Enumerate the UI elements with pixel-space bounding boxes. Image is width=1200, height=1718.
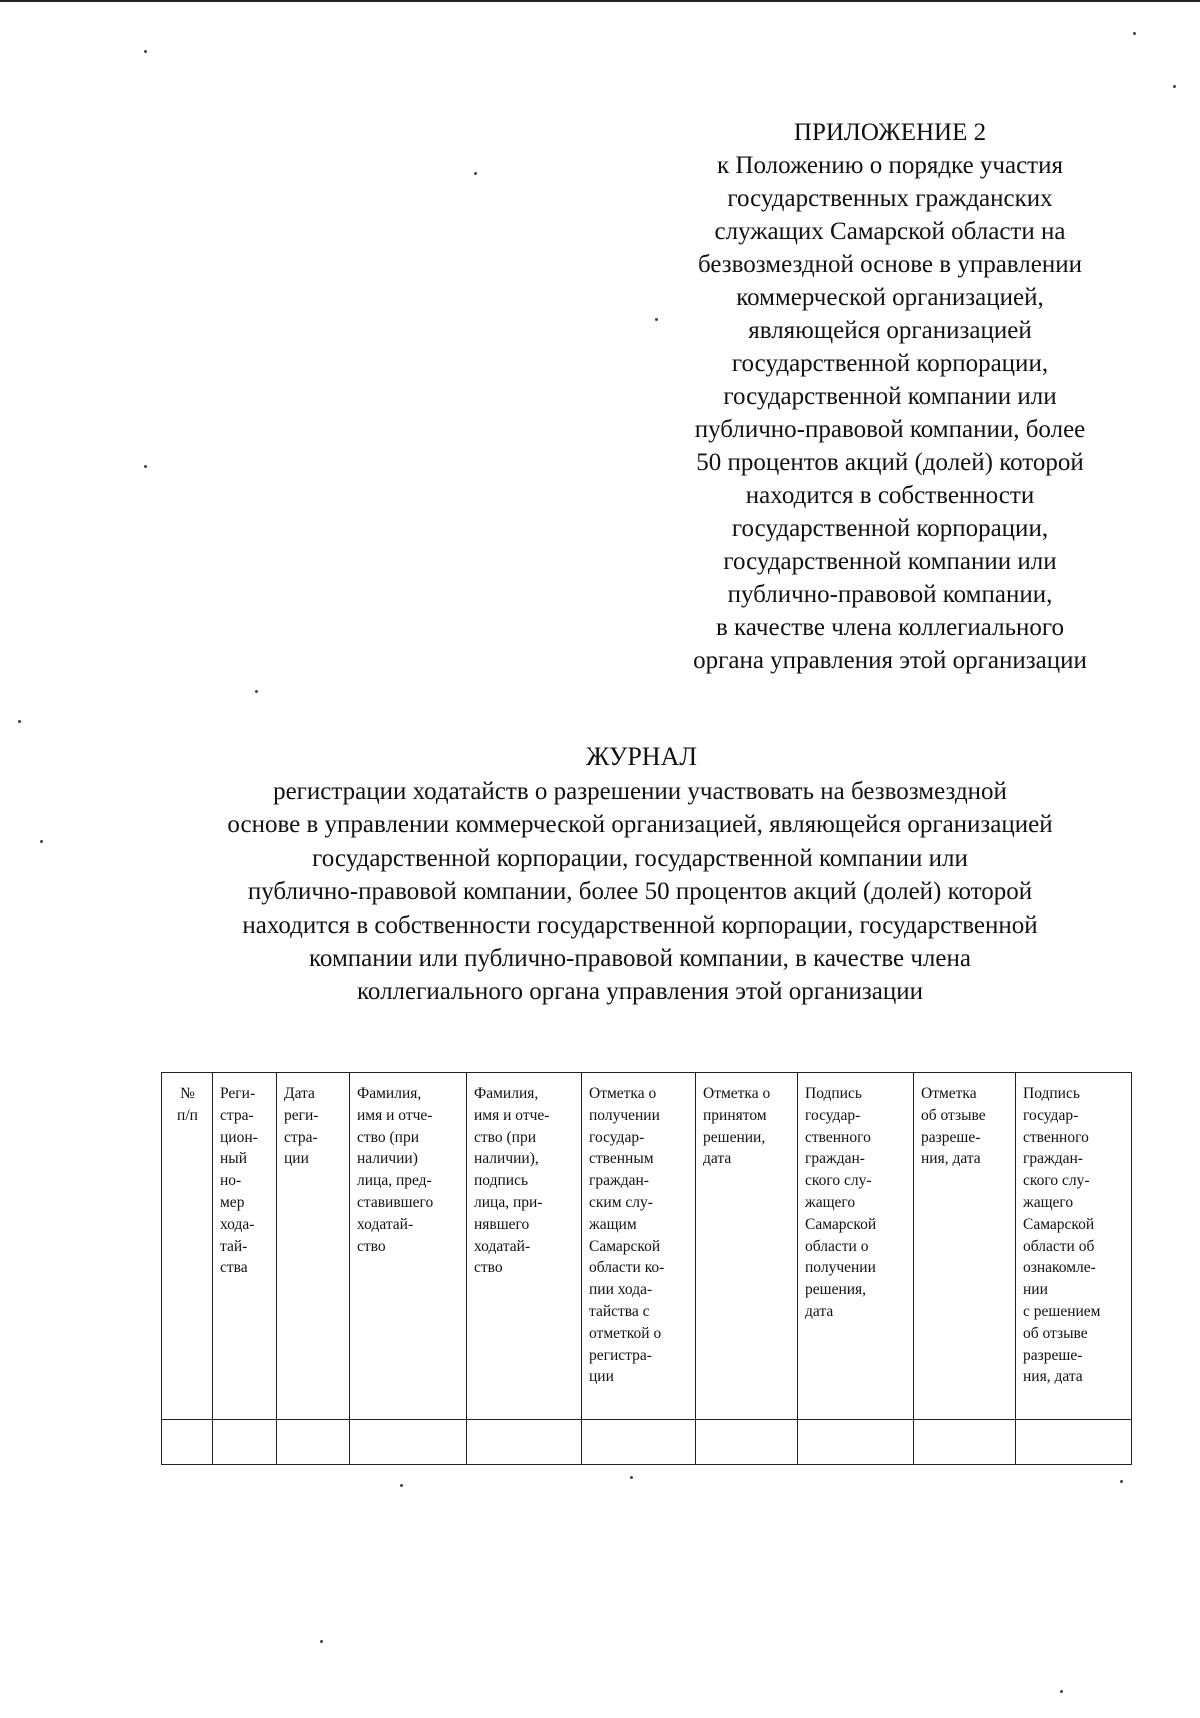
table-cell (1016, 1420, 1132, 1465)
scan-speck (474, 172, 477, 175)
scan-speck (1133, 32, 1136, 35)
table-cell (350, 1420, 467, 1465)
table-cell (914, 1420, 1016, 1465)
appendix-line: служащих Самарской области на (714, 218, 1066, 245)
appendix-line: находится в собственности (745, 482, 1035, 509)
appendix-line: публично-правовой компании, (727, 581, 1053, 608)
scan-speck (1060, 1690, 1063, 1693)
journal-title: ЖУРНАЛ (586, 742, 697, 771)
table-cell (213, 1420, 277, 1465)
registration-journal-table (161, 1072, 1132, 1465)
scan-speck (144, 465, 147, 468)
appendix-line: публично-правовой компании, более (694, 416, 1086, 443)
table-cell (798, 1420, 914, 1465)
scan-speck (144, 50, 147, 53)
journal-subtitle-line: регистрации ходатайств о разрешении участвовать на безвозмездной (273, 778, 1007, 805)
appendix-line: в качестве члена коллегиального (715, 614, 1065, 641)
column-header-number: № п/п (162, 1073, 213, 1420)
journal-subtitle-line: основе в управлении коммерческой организацией, являющейся организацией (227, 811, 1053, 839)
column-header-decision-signature: Подпись государ- ственного граждан- ского слу- жащего Самарской области о получении решения, дата (798, 1073, 914, 1420)
journal-subtitle-line: коллегиального органа управления этой организации (357, 978, 923, 1006)
appendix-line: ПРИЛОЖЕНИЕ 2 (793, 119, 987, 146)
top-border-line (0, 0, 1200, 2)
column-header-decision: Отметка о принятом решении, дата (696, 1073, 798, 1420)
table-cell (277, 1420, 350, 1465)
column-header-revocation-signature: Подпись государ- ственного граждан- ского слу- жащего Самарской области об ознакомле- нии с решением об отзыве разреше- ния, дата (1016, 1073, 1132, 1420)
appendix-heading (640, 116, 1140, 677)
table-cell (696, 1420, 798, 1465)
table-cell (162, 1420, 213, 1465)
scan-speck (320, 1640, 323, 1643)
appendix-line: безвозмездной основе в управлении (697, 251, 1082, 278)
scan-speck (255, 690, 258, 693)
journal-subtitle-line: публично-правовой компании, более 50 процентов акций (долей) которой (247, 878, 1033, 906)
scan-speck (630, 1476, 633, 1479)
column-header-receiver-name: Фамилия, имя и отче- ство (при наличии), подпись лица, при- нявшего ходатай- ство (467, 1073, 582, 1420)
appendix-line: государственной компании или (723, 383, 1057, 410)
scan-speck (400, 1484, 403, 1487)
journal-subtitle (160, 775, 1120, 1009)
journal-subtitle-line: государственной корпорации, государственной компании или (312, 844, 968, 872)
appendix-line: государственной компании или (723, 548, 1057, 575)
appendix-line: коммерческой организацией, (736, 284, 1044, 311)
column-header-applicant-name: Фамилия, имя и отче- ство (при наличии) лица, пред- ставившего ходатай- ство (350, 1073, 467, 1420)
table-cell (582, 1420, 696, 1465)
appendix-line: органа управления этой организации (693, 647, 1087, 674)
appendix-line: государственной корпорации, (731, 350, 1049, 377)
scan-speck (1173, 85, 1176, 88)
appendix-line: государственной корпорации, (731, 515, 1049, 542)
journal-subtitle-line: компании или публично-правовой компании, в качестве члена (309, 945, 971, 973)
appendix-line: являющейся организацией (748, 317, 1032, 344)
scan-speck (1120, 1480, 1123, 1483)
appendix-line: 50 процентов акций (долей) которой (696, 449, 1084, 476)
table-row (162, 1420, 1132, 1465)
table-cell (467, 1420, 582, 1465)
table-header-row (162, 1073, 1132, 1420)
column-header-revocation: Отметка об отзыве разреше- ния, дата (914, 1073, 1016, 1420)
column-header-copy-received: Отметка о получении государ- ственным граждан- ским слу- жащим Самарской области ко- пии хода- тайства с отметкой о регистра- ции (582, 1073, 696, 1420)
scan-speck (40, 840, 43, 843)
appendix-line: к Положению о порядке участия (717, 152, 1063, 179)
journal-subtitle-line: находится в собственности государственной корпорации, государственной (242, 911, 1038, 939)
appendix-line: государственных гражданских (727, 185, 1053, 212)
column-header-registration-number: Реги- стра- цион- ный но- мер хода- тай- ства (213, 1073, 277, 1420)
column-header-registration-date: Дата реги- стра- ции (277, 1073, 350, 1420)
scan-speck (18, 720, 21, 723)
